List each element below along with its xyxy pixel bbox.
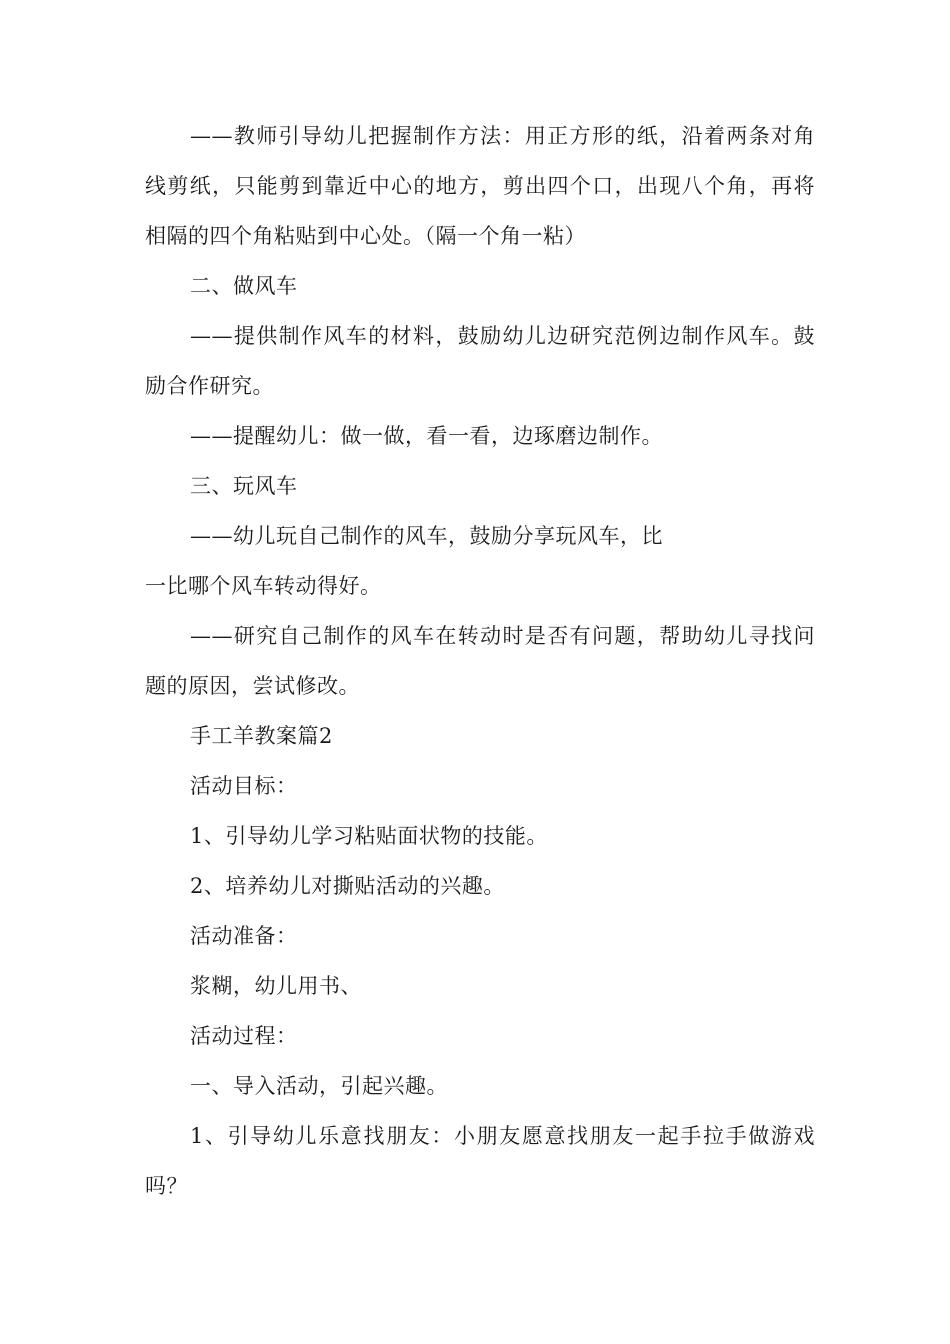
- section-heading: 活动目标：: [190, 774, 298, 798]
- list-item: 1、引导幼儿学习粘贴面状物的技能。: [190, 824, 548, 848]
- paragraph-line: ——研究自己制作的风车在转动时是否有问题，帮助幼儿寻找问: [190, 624, 815, 648]
- list-item: 1、引导幼儿乐意找朋友：小朋友愿意找朋友一起手拉手做游戏: [190, 1124, 815, 1148]
- paragraph-line: ——幼儿玩自己制作的风车，鼓励分享玩风车，比: [190, 524, 663, 548]
- paragraph-line: ——教师引导幼儿把握制作方法：用正方形的纸，沿着两条对角: [190, 124, 815, 148]
- section-heading: 三、玩风车: [190, 474, 298, 498]
- section-heading: 一、导入活动，引起兴趣。: [190, 1074, 448, 1098]
- article-title: 手工羊教案篇2: [190, 724, 333, 748]
- section-heading: 二、做风车: [190, 274, 298, 298]
- paragraph-line: ——提供制作风车的材料，鼓励幼儿边研究范例边制作风车。鼓: [190, 324, 815, 348]
- paragraph-line: 题的原因，尝试修改。: [145, 674, 360, 698]
- paragraph-line: ——提醒幼儿：做一做，看一看，边琢磨边制作。: [190, 424, 663, 448]
- paragraph-line: 线剪纸，只能剪到靠近中心的地方，剪出四个口，出现八个角，再将: [145, 174, 815, 198]
- paragraph-line: 一比哪个风车转动得好。: [145, 574, 382, 598]
- section-heading: 活动过程：: [190, 1024, 298, 1048]
- paragraph-line: 励合作研究。: [145, 374, 274, 398]
- paragraph-line: 吗？: [145, 1174, 188, 1198]
- section-heading: 活动准备：: [190, 924, 298, 948]
- list-item: 2、培养幼儿对撕贴活动的兴趣。: [190, 874, 505, 898]
- paragraph-line: 相隔的四个角粘贴到中心处。（隔一个角一粘）: [145, 224, 586, 248]
- paragraph-line: 浆糊，幼儿用书、: [190, 974, 362, 998]
